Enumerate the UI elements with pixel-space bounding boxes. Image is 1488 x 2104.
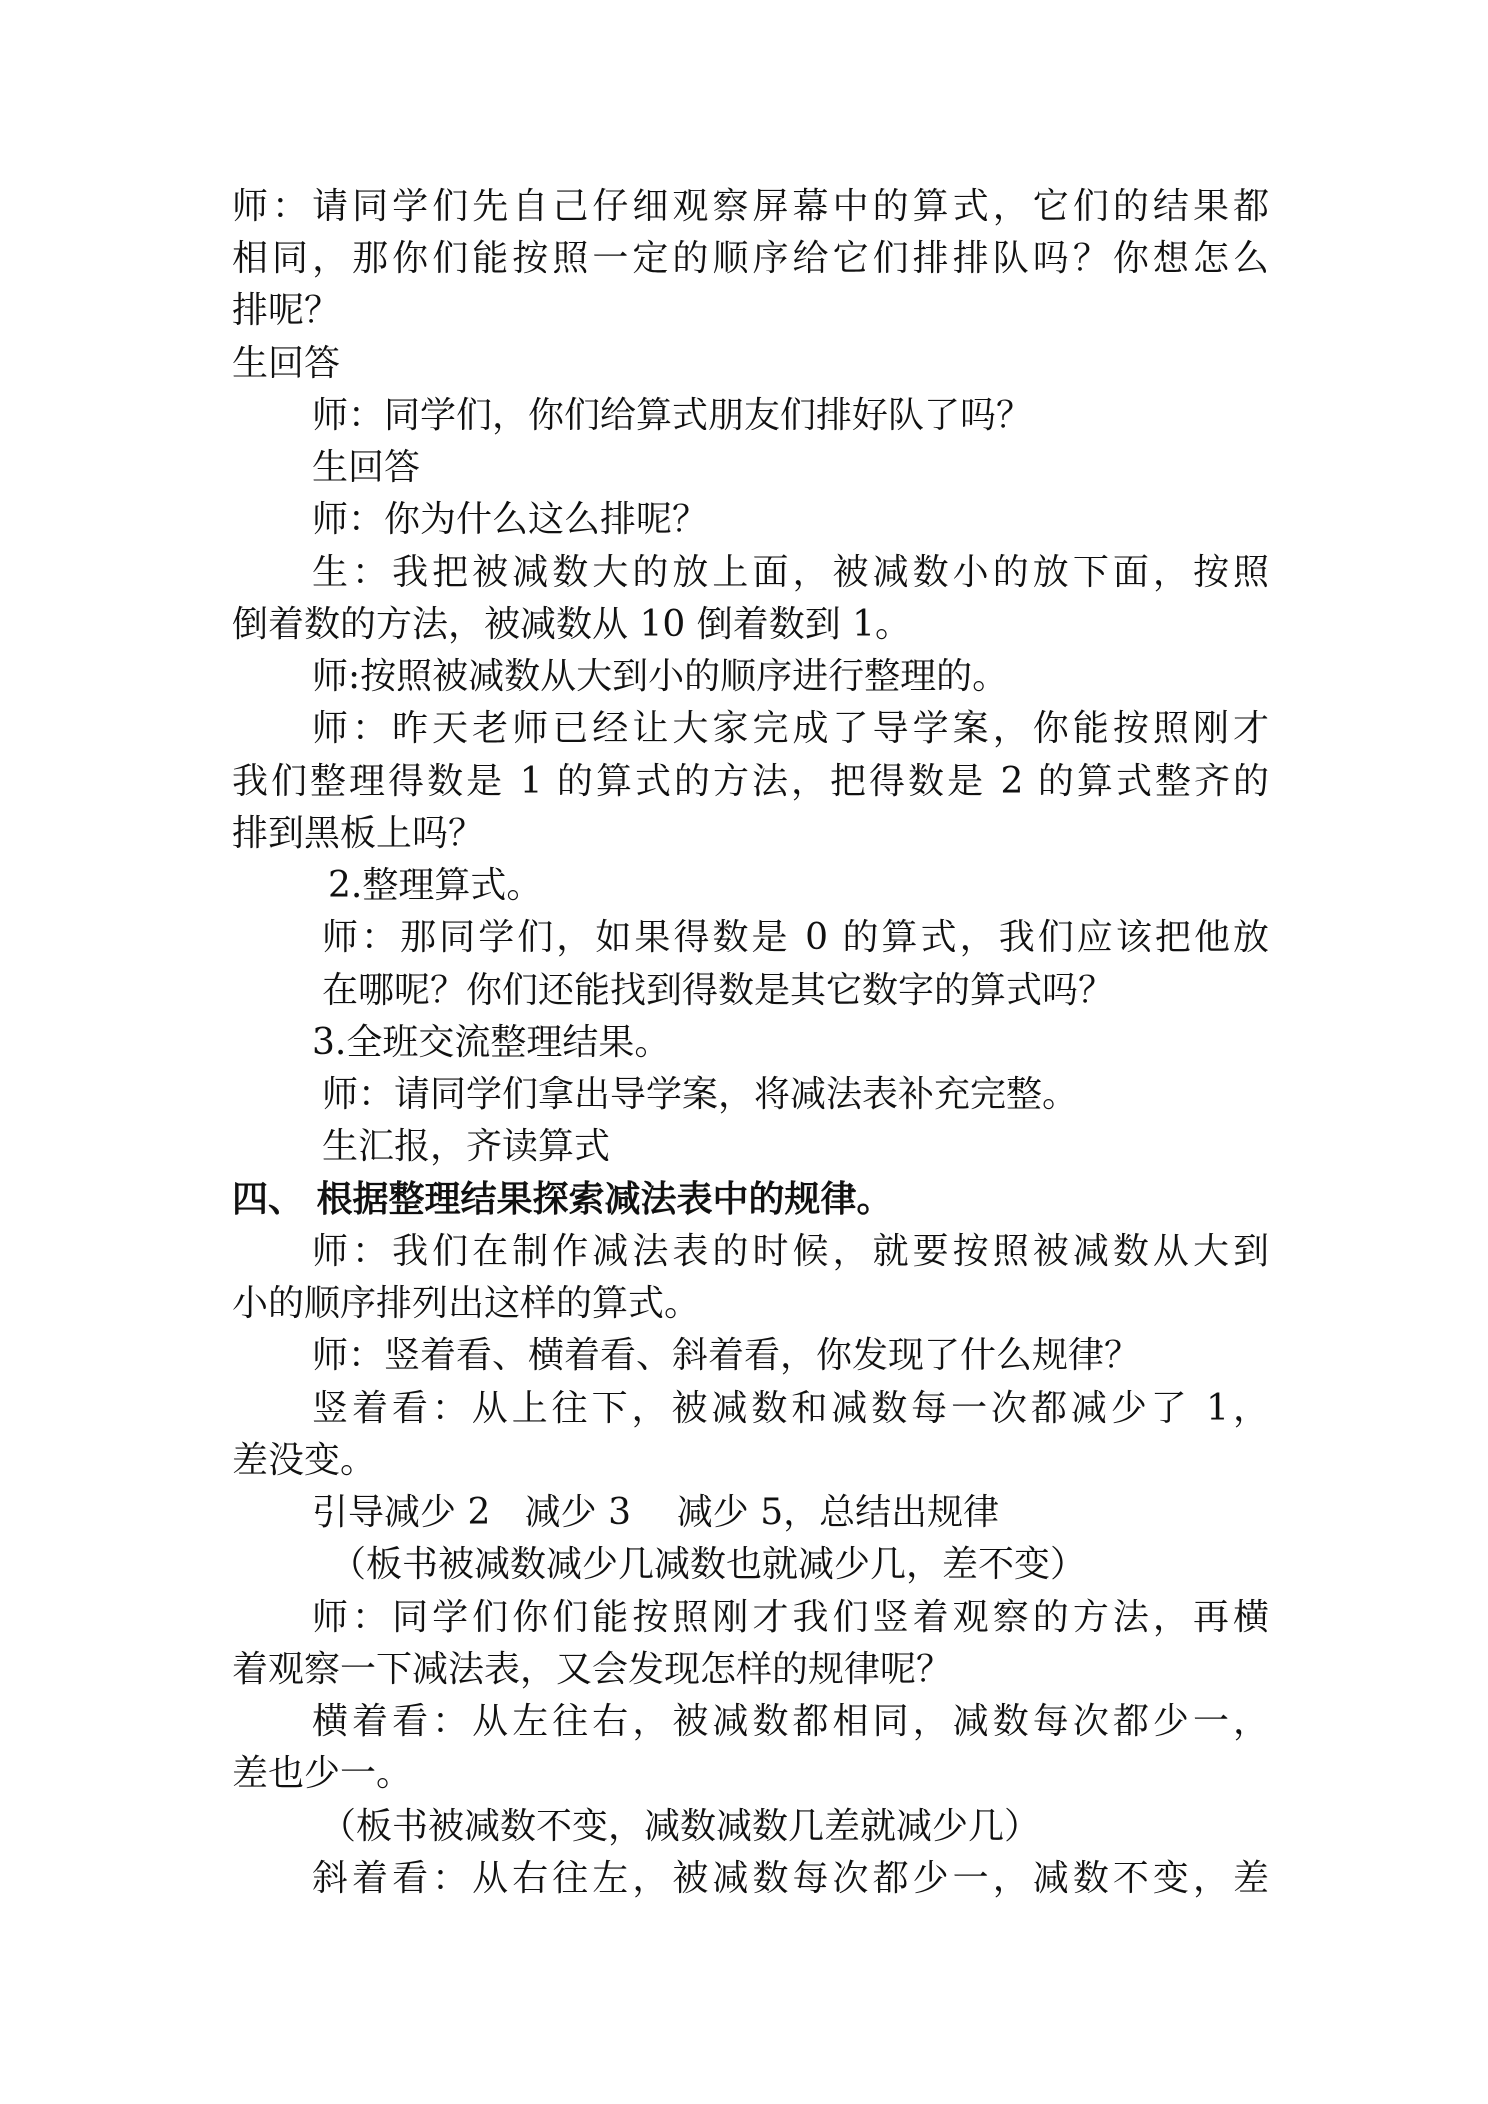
text-line: （板书被减数减少几减数也就减少几，差不变）: [330, 1544, 1087, 1585]
text-line: 师：你为什么这么排呢？: [312, 499, 709, 540]
text-line: 师：同学们，你们给算式朋友们排好队了吗？: [312, 395, 1033, 436]
text-line: 生回答: [312, 447, 421, 488]
text-line: 在哪呢？你们还能找到得数是其它数字的算式吗？: [322, 970, 1115, 1011]
text-line: 师：请同学们先自己仔细观察屏幕中的算式，它们的结果都: [232, 186, 1269, 227]
text-line: 生汇报，齐读算式: [322, 1126, 611, 1167]
text-line: 我们整理得数是 1 的算式的方法，把得数是 2 的算式整齐的: [232, 761, 1269, 802]
text-line: 倒着数的方法，被减数从 10 倒着数到 1。: [232, 604, 912, 645]
text-line: 横着看：从左往右，被减数都相同，减数每次都少一，: [312, 1701, 1269, 1742]
text-line: 师：昨天老师已经让大家完成了导学案，你能按照刚才: [312, 708, 1269, 749]
section-heading: 3.全班交流整理结果。: [312, 1022, 671, 1063]
section-heading: 2.整理算式。: [328, 865, 543, 906]
text-line: 竖着看：从上往下，被减数和减数每一次都减少了 1，: [312, 1388, 1269, 1429]
section-heading: 四、 根据整理结果探索减法表中的规律。: [232, 1179, 893, 1220]
text-line: 排呢？: [232, 290, 341, 331]
text-line: 师：我们在制作减法表的时候，就要按照被减数从大到: [312, 1231, 1269, 1272]
text-line: 小的顺序排列出这样的算式。: [232, 1283, 701, 1324]
text-line: 师：请同学们拿出导学案，将减法表补充完整。: [322, 1074, 1079, 1115]
text-line: 师：竖着看、横着看、斜着看，你发现了什么规律？: [312, 1335, 1141, 1376]
text-line: 生回答: [232, 343, 341, 384]
text-line: 师:按照被减数从大到小的顺序进行整理的。: [312, 656, 1009, 697]
text-line: 引导减少 2 减少 3 减少 5，总结出规律: [312, 1492, 1000, 1533]
text-line: 相同，那你们能按照一定的顺序给它们排排队吗？你想怎么: [232, 238, 1269, 279]
text-line: 差没变。: [232, 1440, 377, 1481]
text-line: （板书被减数不变，减数减数几差就减少几）: [320, 1806, 1041, 1847]
text-line: 生：我把被减数大的放上面，被减数小的放下面，按照: [312, 552, 1269, 593]
text-line: 差也少一。: [232, 1753, 413, 1794]
text-line: 着观察一下减法表，又会发现怎样的规律呢？: [232, 1649, 953, 1690]
text-line: 师：同学们你们能按照刚才我们竖着观察的方法，再横: [312, 1597, 1269, 1638]
text-line: 斜着看：从右往左，被减数每次都少一，减数不变，差: [312, 1858, 1269, 1899]
text-line: 排到黑板上吗？: [232, 813, 485, 854]
text-line: 师：那同学们，如果得数是 0 的算式，我们应该把他放: [322, 917, 1269, 958]
